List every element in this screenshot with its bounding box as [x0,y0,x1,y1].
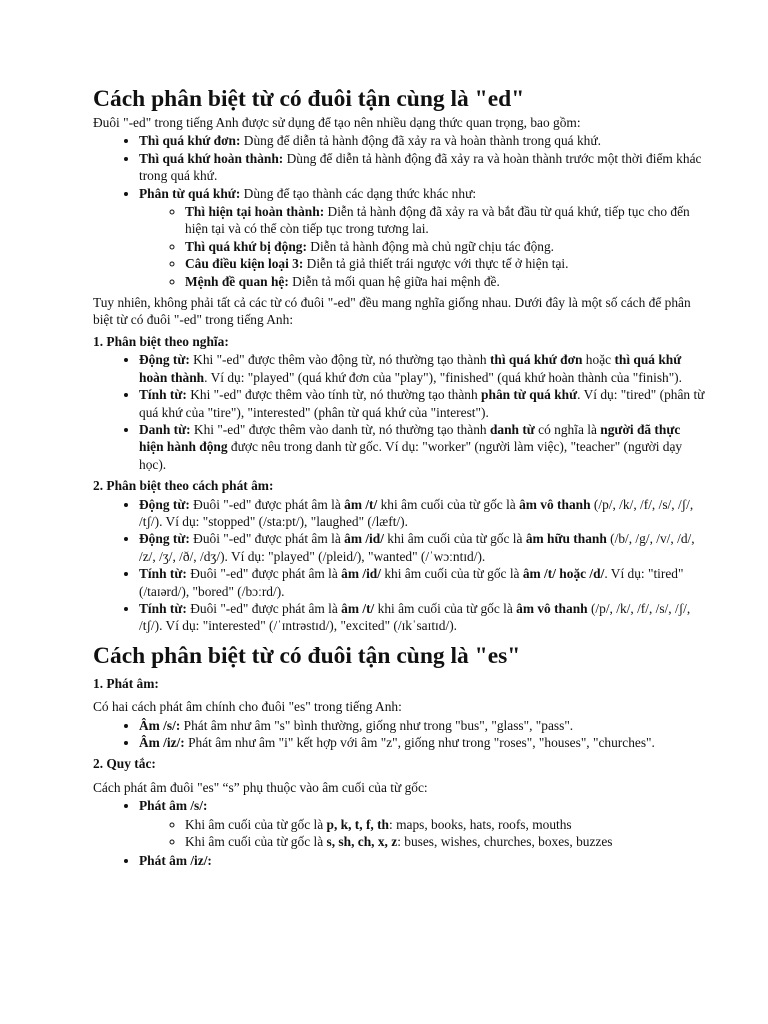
term-label: Âm /s/: [139,717,181,733]
pronunciation-heading: 2. Phân biệt theo cách phát âm: [93,478,274,494]
bold-run: âm /id/ [341,566,381,582]
term-description: Dùng để diễn tả hành động đã xảy ra và hoàn thành trước một thời điểm khác trong quá khứ. [139,150,702,184]
list-item [139,386,708,421]
bold-run: thì quá khứ đơn [489,352,583,368]
bold-run: danh từ [489,421,535,437]
term-label: Phân từ quá khứ: [139,185,241,201]
meaning-list [93,351,708,473]
list-item [185,816,708,833]
text-run: Khi âm cuối của từ gốc là [185,834,327,850]
text-run: Đuôi "-ed" được phát âm là [186,600,342,616]
text-run: (/b/, /g/, /v/, /d/, /z/, /ʒ/, /ð/, /dʒ/). Ví dụ: "played" (/pleid/), "wanted" (/ˈwɔːntɪd/). [139,531,695,564]
list-item [139,150,708,185]
term-label: Danh từ: [139,421,191,437]
list-item [139,852,708,869]
bold-run: âm /t/ [341,600,375,616]
text-run: hoặc [582,352,615,368]
list-item [139,496,708,531]
phat-am-intro: Có hai cách phát âm chính cho đuôi "es" trong tiếng Anh: [93,699,402,715]
term-description: Diễn tả mối quan hệ giữa hai mệnh đề. [288,273,500,289]
term-label: Câu điều kiện loại 3: [185,256,304,272]
list-item [185,203,708,238]
section-title-ed: Cách phân biệt từ có đuôi tận cùng là "ed" [93,86,525,112]
term-description: Diễn tả giả thiết trái ngược với thực tế ở hiện tại. [303,256,569,272]
term-label: Thì hiện tại hoàn thành: [185,204,325,220]
ed-forms-list [93,132,708,290]
past-participle-sublist [139,203,708,290]
list-item [139,600,708,635]
term-label: Phát âm /s/: [139,798,208,814]
text-run: . Ví dụ: "tired" (/taɪərd/), "bored" (/bɔːrd/). [139,566,684,599]
section-title-es: Cách phân biệt từ có đuôi tận cùng là "es" [93,642,521,669]
list-item [139,530,708,565]
list-item [139,351,708,386]
phat-am-heading: 1. Phát âm: [93,675,159,691]
transition-paragraph: Tuy nhiên, không phải tất cả các từ có đuôi "-ed" đều mang nghĩa giống nhau. Dưới đây là một số cách để phân biệt từ có đuôi "-ed" trong tiếng Anh: [93,295,691,328]
text-run: khi âm cuối của từ gốc là [374,600,517,616]
quy-tac-intro: Cách phát âm đuôi "es" “s” phụ thuộc vào âm cuối của từ gốc: [93,779,428,795]
text-run: . Ví dụ: "tired" (phân từ quá khứ của "tire"), "interested" (phân từ quá khứ của "interest"). [139,387,705,420]
text-run: (/p/, /k/, /f/, /s/, /ʃ/, /tʃ/). Ví dụ: "stopped" (/sta:pt/), "laughed" (/læft/). [139,496,694,529]
bold-run: phân từ quá khứ [481,387,578,403]
list-item [139,185,708,290]
list-item [139,132,708,149]
bold-run: âm vô thanh [519,496,591,512]
s-rules-sublist [139,816,708,851]
list-item [139,421,708,473]
term-label: Tính từ: [139,387,187,403]
list-item [185,833,708,850]
list-item [185,238,708,255]
text-run: khi âm cuối của từ gốc là [383,531,526,547]
term-label: Động từ: [139,352,190,368]
text-run: Đuôi "-ed" được phát âm là [189,496,345,512]
text-run: : buses, wishes, churches, boxes, buzzes [397,834,613,850]
term-label: Âm /iz/: [139,735,185,750]
phat-am-list [93,717,708,752]
text-run: được nêu trong danh từ gốc. Ví dụ: "worker" (người làm việc), "teacher" (người dạy học). [139,439,683,472]
quy-tac-heading: 2. Quy tắc: [93,756,156,772]
term-label: Tính từ: [139,600,187,616]
bold-run: âm /t/ hoặc /d/ [522,566,605,582]
term-label: Thì quá khứ hoàn thành: [139,150,284,166]
term-description: Dùng để tạo thành các dạng thức khác như: [240,185,477,201]
bold-run: âm /id/ [344,531,384,547]
term-label: Động từ: [139,496,190,512]
text-run: Khi âm cuối của từ gốc là [185,816,327,832]
text-run: Khi "-ed" được thêm vào danh từ, nó thường tạo thành [190,421,490,437]
text-run: . Ví dụ: "played" (quá khứ đơn của "play"), "finished" (quá khứ hoàn thành của "finish"). [204,369,682,385]
text-run: khi âm cuối của từ gốc là [377,496,520,512]
term-label: Mệnh đề quan hệ: [185,273,289,289]
term-description: Diễn tả hành động mà chủ ngữ chịu tác động. [306,238,555,254]
term-description: Dùng để diễn tả hành động đã xảy ra và hoàn thành trong quá khứ. [240,133,601,149]
text-run: : maps, books, hats, roofs, mouths [389,816,572,832]
pronunciation-list [93,496,708,635]
text-run: Khi "-ed" được thêm vào động từ, nó thường tạo thành [189,352,490,368]
list-item [185,255,708,272]
list-item [139,717,708,734]
list-item [139,797,708,850]
list-item [139,734,708,751]
term-description: Diễn tả hành động đã xảy ra và bắt đầu từ quá khứ, tiếp tục cho đến hiện tại và có thể còn tiếp tục trong tương lai. [185,204,690,237]
text-run: (/p/, /k/, /f/, /s/, /ʃ/, /tʃ/). Ví dụ: "interested" (/ˈɪntrəstɪd/), "excited" (/ɪkˈsaɪtɪd/). [139,600,691,634]
term-description: Phát âm như âm "i" kết hợp với âm "z", giống như trong "roses", "houses", "churches". [184,735,655,750]
term-label: Thì quá khứ bị động: [185,238,307,254]
text-run: Đuôi "-ed" được phát âm là [189,531,345,547]
term-label: Thì quá khứ đơn: [139,133,241,149]
term-label: Tính từ: [139,566,187,582]
text-run: Đuôi "-ed" được phát âm là [186,566,342,582]
bold-run: người đã thực hiện hành động [139,421,681,455]
intro-paragraph: Đuôi "-ed" trong tiếng Anh được sử dụng để tạo nên nhiều dạng thức quan trọng, bao gồm: [93,115,581,130]
bold-run: thì quá khứ hoàn thành [139,352,682,385]
list-item [139,565,708,600]
term-description: Phát âm như âm "s" bình thường, giống như trong "bus", "glass", "pass". [180,717,574,733]
bold-run: âm hữu thanh [525,531,607,547]
text-run: có nghĩa là [534,421,601,437]
meaning-heading: 1. Phân biệt theo nghĩa: [93,333,229,349]
bold-run: s, sh, ch, x, z [326,834,398,850]
text-run: Khi "-ed" được thêm vào tính từ, nó thường tạo thành [186,387,482,403]
quy-tac-list [93,797,708,870]
list-item [185,273,708,290]
bold-run: âm vô thanh [516,600,588,616]
text-run: khi âm cuối của từ gốc là [380,566,523,582]
term-label: Phát âm /iz/: [139,853,212,869]
bold-run: âm /t/ [344,496,378,512]
bold-run: p, k, t, f, th [326,816,390,832]
term-label: Động từ: [139,531,190,547]
